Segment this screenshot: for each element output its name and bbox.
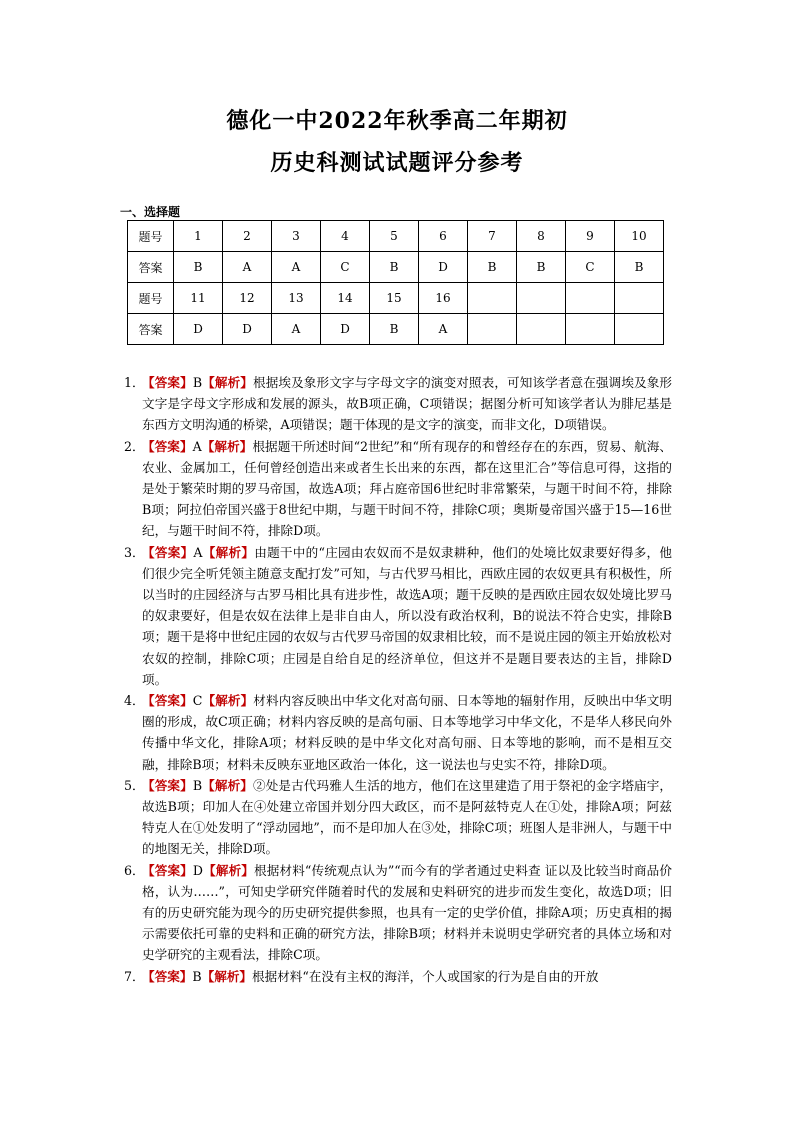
analysis-tag: 【解析】	[202, 693, 254, 709]
analysis-text: 材料内容反映出中华文化对高句丽、日本等地的辐射作用，反映出中华文明圈的形成，故C项正确；材料内容反映的是高句丽、日本等地学习中华文化，不是华人移民向外传播中华文化，排除A项；材料反映的是中华文化对高句丽、日本等地的影响，而不是相互交融，排除B项；材料未反映东亚地区政治一体化，这一说法也与史实不符，排除D项。	[142, 693, 673, 772]
table-cell	[615, 283, 664, 314]
list-item	[124, 542, 672, 690]
table-row	[128, 314, 664, 345]
table-cell	[566, 283, 615, 314]
table-cell: B	[370, 314, 419, 345]
table-cell: 12	[223, 283, 272, 314]
analysis-tag: 【解析】	[201, 968, 253, 984]
answer-letter: B	[192, 968, 202, 984]
table-row	[128, 221, 664, 252]
table-cell: 10	[615, 221, 664, 252]
table-cell: 16	[419, 283, 468, 314]
list-item	[124, 775, 672, 860]
table-cell: 13	[272, 283, 321, 314]
analysis-tag: 【解析】	[202, 777, 253, 793]
table-cell: D	[419, 252, 468, 283]
table-cell: 6	[419, 221, 468, 252]
item-number: 7．	[124, 968, 145, 984]
table-cell: B	[370, 252, 419, 283]
analysis-text: 根据材料“传统观点认为”“而今有的学者通过史料查 证以及比较当时商品价格，认为……”，可知史学研究伴随着时代的发展和史料研究的进步而发生变化，故选D项；旧有的历史研究能为现今的历史研究提供参照，也具有一定的史学价值，排除A项；历史真相的揭示需要依托可靠的史料和正确的研究方法，排除B项；材料并未说明史学研究者的具体立场和对史学研究的主观看法，排除C项。	[142, 862, 673, 963]
table-cell: C	[321, 252, 370, 283]
table-cell: B	[468, 252, 517, 283]
item-number: 5．	[124, 777, 145, 793]
answer-letter: D	[192, 862, 203, 878]
table-cell: A	[419, 314, 468, 345]
table-cell	[566, 314, 615, 345]
answer-letter: B	[192, 375, 203, 390]
answer-tag: 【答案】	[142, 693, 193, 709]
answer-tag: 【答案】	[142, 862, 193, 878]
table-cell	[517, 314, 566, 345]
analysis-tag: 【解析】	[202, 375, 253, 390]
table-cell: 答案	[128, 252, 174, 283]
analysis-text: 根据材料“在没有主权的海洋，个人或国家的行为是自由的开放	[252, 968, 599, 984]
table-cell: A	[272, 314, 321, 345]
title-line-1: 德化一中2022年秋季高二年期初	[226, 108, 568, 134]
table-cell: D	[174, 314, 223, 345]
list-item	[124, 372, 672, 436]
answer-tag: 【答案】	[142, 375, 193, 390]
analysis-text: ②处是古代玛雅人生活的地方，他们在这里建造了用于祭祀的金字塔庙宇，故选B项；印加人在④处建立帝国并划分四大政区，而不是阿兹特克人在①处，排除A项；阿兹特克人在①处发明了“浮动园地”，而不是印加人在③处，排除C项；班图人是非洲人，与题干中的地图无关，排除D项。	[142, 777, 673, 857]
table-cell: 1	[174, 221, 223, 252]
explanation-list	[124, 372, 672, 987]
table-cell: 题号	[128, 221, 174, 252]
table-cell: 3	[272, 221, 321, 252]
answer-letter: C	[192, 693, 203, 709]
answer-table	[127, 220, 664, 345]
table-cell: A	[272, 252, 321, 283]
item-number: 3．	[124, 544, 145, 560]
table-cell: 8	[517, 221, 566, 252]
list-item	[124, 966, 672, 987]
item-number: 1．	[124, 375, 145, 390]
section-label: 一、选择题	[120, 205, 181, 219]
table-cell: B	[517, 252, 566, 283]
answer-letter: A	[193, 544, 203, 560]
table-cell: 题号	[128, 283, 174, 314]
list-item	[124, 436, 672, 542]
item-number: 6．	[124, 862, 145, 878]
analysis-tag: 【解析】	[202, 544, 255, 560]
answer-tag: 【答案】	[142, 968, 193, 984]
table-cell: D	[223, 314, 272, 345]
table-cell	[468, 314, 517, 345]
table-cell: A	[223, 252, 272, 283]
analysis-text: 根据埃及象形文字与字母文字的演变对照表，可知该学者意在强调埃及象形文字是字母文字形成和发展的源头，故B项正确，C项错误；据图分析可知该学者认为腓尼基是东西方文明沟通的桥梁，A项错误；题干体现的是文字的演变，而非文化，D项错误。	[142, 375, 673, 433]
table-cell: B	[174, 252, 223, 283]
table-cell: 7	[468, 221, 517, 252]
table-cell: 2	[223, 221, 272, 252]
table-cell	[517, 283, 566, 314]
table-cell	[615, 314, 664, 345]
table-cell: 14	[321, 283, 370, 314]
analysis-text: 由题干中的“庄园由农奴而不是奴隶耕种，他们的处境比奴隶要好得多，他们很少完全听凭领主随意支配打发”可知，与古代罗马相比，西欧庄园的农奴更具有积极性，所以当时的庄园经济与古罗马相比具有进步性，故选A项；题干反映的是西欧庄园农奴处境比罗马的奴隶要好，但是农奴在法律上是非自由人，所以没有政治权利，B的说法不符合史实，排除B项；题干是将中世纪庄园的农奴与古代罗马帝国的奴隶相比较，而不是说庄园的领主开始放松对农奴的控制，排除C项；庄园是自给自足的经济单位，但这并不是题目要表达的主旨，排除D项。	[142, 544, 672, 687]
table-cell	[468, 283, 517, 314]
table-cell: 15	[370, 283, 419, 314]
table-cell: D	[321, 314, 370, 345]
table-cell: B	[615, 252, 664, 283]
analysis-text: 根据题干所述时间“2世纪”和“所有现存的和曾经存在的东西，贸易、航海、农业、金属加工，任何曾经创造出来或者生长出来的东西，都在这里汇合”等信息可得，这指的是处于繁荣时期的罗马帝国，故选A项；拜占庭帝国6世纪时非常繁荣，与题干时间不符，排除B项；阿拉伯帝国兴盛于8世纪中期，与题干时间不符，排除C项；奥斯曼帝国兴盛于15—16世纪，与题干时间不符，排除D项。	[142, 438, 673, 539]
title-line-2: 历史科测试试题评分参考	[270, 150, 524, 176]
analysis-tag: 【解析】	[201, 438, 253, 454]
list-item	[124, 690, 672, 775]
table-cell: C	[566, 252, 615, 283]
table-row	[128, 283, 664, 314]
item-number: 4．	[124, 693, 145, 709]
table-cell: 11	[174, 283, 223, 314]
table-cell: 答案	[128, 314, 174, 345]
analysis-tag: 【解析】	[203, 862, 255, 878]
item-number: 2．	[124, 438, 145, 454]
answer-letter: B	[192, 777, 203, 793]
table-cell: 9	[566, 221, 615, 252]
answer-tag: 【答案】	[142, 777, 193, 793]
answer-letter: A	[192, 438, 202, 454]
answer-tag: 【答案】	[142, 544, 194, 560]
list-item	[124, 860, 672, 966]
table-cell: 5	[370, 221, 419, 252]
answer-tag: 【答案】	[142, 438, 193, 454]
table-cell: 4	[321, 221, 370, 252]
table-row	[128, 252, 664, 283]
